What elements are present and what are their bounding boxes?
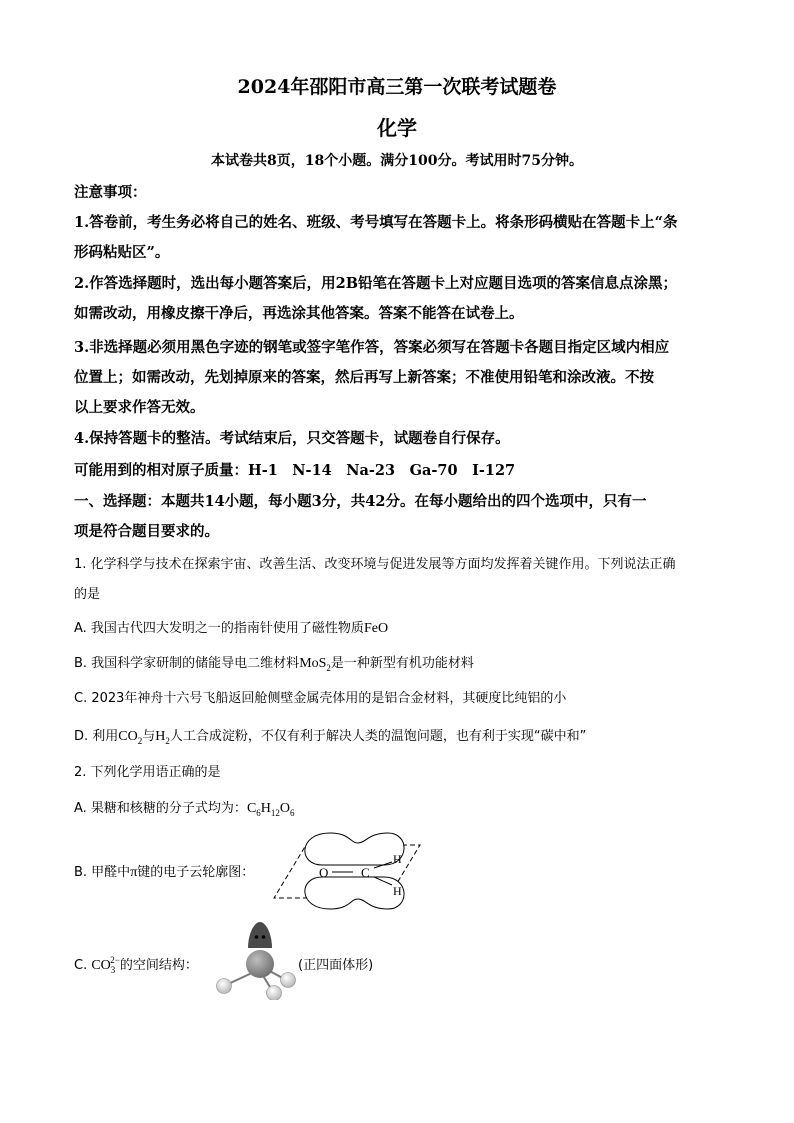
q2-option-c-note: (正四面体形) [298,958,374,973]
pi-symbol: π [130,865,138,880]
notice-item-2-line-2: 如需改动，用橡皮擦干净后，再选涂其他答案。答案不能答在试卷上。 [74,305,524,322]
q2-option-c [74,956,198,976]
q2-option-b-text-after: 键的电子云轮廓图： [137,865,255,880]
page-title: 2024年邵阳市高三第一次联考试题卷 [237,76,557,98]
q2-option-a [74,799,295,819]
q2-option-b [74,863,254,883]
q1-option-c: C. 2023年神舟十六号飞船返回舱侧壁金属壳体用的是铝合金材料，其硬度比纯铝的小 [74,691,567,706]
formula-o-sub: 6 [290,807,295,818]
upper-lobe [305,833,404,865]
q1-option-d [74,727,586,747]
ion-main: CO [91,958,111,973]
pi-bond-electron-cloud-diagram [270,825,425,917]
q1-option-d-f2-sub: 2 [165,735,170,746]
q1-option-d-text-mid: 与 [142,729,156,744]
outer-atom-2 [281,973,296,988]
notice-heading: 注意事项： [74,184,147,201]
q1-option-d-formula-1 [118,729,142,744]
atom-c-label: C [361,865,370,880]
outer-atom-3 [267,986,282,1001]
q2-option-a-formula [247,801,295,816]
q1-option-b-formula-main: MoS [299,656,327,671]
q1-option-b [74,654,474,674]
lower-lobe [305,877,404,909]
q1-stem-line-2: 的是 [74,587,101,602]
q2-option-c-text-before: C. [74,958,92,973]
lone-pair-dot-2 [262,935,266,939]
q1-option-b-text-before: B. 我国科学家研制的储能导电二维材料 [74,656,300,671]
notice-item-1-line-2: 形码粘贴区”。 [74,244,170,261]
exam-summary: 本试卷共8页，18个小题。满分100分。考试用时75分钟。 [211,153,583,169]
q1-option-d-formula-2 [155,729,170,744]
notice-item-3-line-2: 位置上；如需改动，先划掉原来的答案，然后再写上新答案；不准使用铅笔和涂改液。不按 [74,369,654,386]
ion-sub: 3 [110,964,116,975]
atom-o-label: O [319,865,329,880]
atom-h2-label: H [393,884,402,898]
q2-option-b-text-before: B. 甲醛中 [74,865,131,880]
formula-o: O [279,801,291,816]
notice-item-3-line-3: 以上要求作答无效。 [74,399,205,416]
central-atom [246,950,274,978]
atom-h1-label: H [393,852,402,866]
outer-atom-1 [217,979,232,994]
ion-charge: 2− [110,955,120,966]
formula-c-sub: 6 [256,807,261,818]
q1-option-b-formula [299,656,331,671]
formula-c: C [246,801,257,816]
section-1-intro-line-1: 一、选择题：本题共14小题，每小题3分，共42分。在每小题给出的四个选项中，只有一 [74,493,647,510]
lone-pair-lobe [248,922,272,948]
carbonate-ion [91,955,120,975]
notice-item-2-line-1: 2.作答选择题时，选出每小题答案后，用2B铅笔在答题卡上对应题目选项的答案信息点涂黑； [74,275,677,292]
q1-stem-line-1: 1. 化学科学与技术在探索宇宙、改善生活、改变环境与促进发展等方面均发挥着关键作用。下列说法正确 [74,557,676,572]
q1-option-a [74,619,388,639]
notice-item-3-line-1: 3.非选择题必须用黑色字迹的钢笔或签字笔作答，答案必须写在答题卡各题目指定区域内相应 [74,339,670,356]
ball-and-stick-model [210,918,305,1000]
atomic-masses: 可能用到的相对原子质量：H-1 N-14 Na-23 Ga-70 I-127 [74,462,516,479]
section-1-intro-line-2: 项是符合题目要求的。 [74,523,219,540]
notice-item-4-line-1: 4.保持答题卡的整洁。考试结束后，只交答题卡，试题卷自行保存。 [74,430,510,447]
q2-option-c-text-after: 的空间结构： [119,958,198,973]
notice-item-1-line-1: 1.答卷前，考生务必将自己的姓名、班级、考号填写在答题卡上。将条形码横贴在答题卡上“条 [74,214,678,231]
q1-option-d-f2-main: H [155,729,166,744]
q1-option-b-formula-sub: 2 [326,662,331,673]
subject-heading: 化学 [377,116,417,140]
q1-option-d-text-after: 人工合成淀粉，不仅有利于解决人类的温饱问题，也有利于实现“碳中和” [169,729,587,744]
q2-option-a-text: A. 果糖和核糖的分子式均为： [74,801,247,816]
q1-option-a-text: A. 我国古代四大发明之一的指南针使用了磁性物质 [74,621,364,636]
lone-pair-dot-1 [255,935,259,939]
q1-option-d-f1-sub: 2 [137,735,143,746]
q1-option-b-text-after: 是一种新型有机功能材料 [330,656,474,671]
q2-stem: 2. 下列化学用语正确的是 [74,765,221,780]
q1-option-a-formula: FeO [363,621,389,636]
formula-h: H [260,801,271,816]
formula-h-sub: 12 [270,807,280,818]
q1-option-d-f1-main: CO [118,729,138,744]
q1-option-d-text-before: D. 利用 [74,729,119,744]
